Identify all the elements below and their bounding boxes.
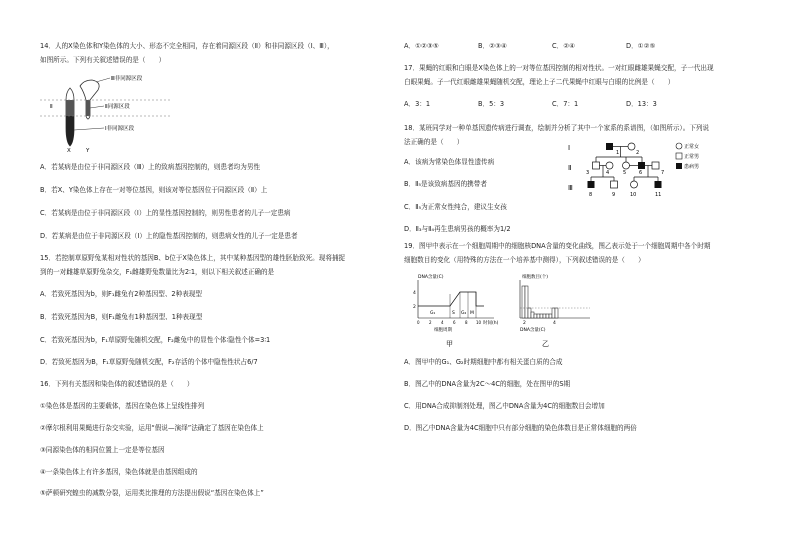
svg-text:8: 8 xyxy=(589,192,593,198)
q17-option-b: B．5：3 xyxy=(478,100,505,108)
legend-male: 正常男 xyxy=(684,154,700,160)
q14-stem: 14．人的X染色体和Y染色体的大小、形态不完全相同，存在着同源区段（Ⅱ）和非同源区段（Ⅰ、Ⅲ）， xyxy=(40,42,334,50)
q16-statement-5: ⑤萨顿研究蝗虫的减数分裂，运用类比推理的方法提出假说“基因在染色体上” xyxy=(40,489,264,497)
svg-text:1: 1 xyxy=(616,150,620,156)
label-y: Y xyxy=(86,148,90,154)
q14-stem-2: 如图所示。下列有关叙述错误的是（ ） xyxy=(40,56,166,64)
individual-i1 xyxy=(606,143,613,150)
svg-text:G₂: G₂ xyxy=(461,311,467,316)
q17-option-d: D．13：3 xyxy=(626,100,657,108)
label-iii: Ⅲ非同源区段 xyxy=(111,76,143,82)
q14-option-c: C．若某病是由位于非同源区段（Ⅰ）上的显性基因控制的，则男性患者的儿子一定患病 xyxy=(40,209,291,217)
svg-text:7: 7 xyxy=(661,170,665,176)
q16-option-a: A．①②③⑤ xyxy=(404,42,439,50)
q14-option-a: A．若某病是由位于非同源区段（Ⅲ）上的致病基因控制的，则患者均为男性 xyxy=(40,163,261,171)
legend-affected: 患病男 xyxy=(684,164,700,170)
label-ii-left: Ⅱ xyxy=(50,104,53,110)
fig-b-ylabel: 细胞数目(个) xyxy=(522,275,549,280)
svg-text:6: 6 xyxy=(453,320,456,325)
q19-stem-2: 细胞数目的变化（用特殊的方法在一个培养基中测得），下列叙述错误的是（ ） xyxy=(404,256,645,264)
q15-option-a: A．若致死基因为b，则F₁雌兔有2种基因型、2种表现型 xyxy=(40,290,202,298)
q17-stem: 17．果蝇的红眼和白眼是X染色体上的一对等位基因控制的相对性状。一对红眼雌雄果蝇交配，子一代出现 xyxy=(404,64,714,72)
fig-a-ylabel: DNA含量(C) xyxy=(418,275,444,280)
q16-statement-3: ③同源染色体的相同位置上一定是等位基因 xyxy=(40,446,165,454)
q15-option-b: B．若致死基因为B，则F₁雌兔有1种基因型、1种表现型 xyxy=(40,313,203,321)
individual-ii4 xyxy=(606,162,613,169)
svg-text:3: 3 xyxy=(586,170,590,176)
dna-content-figure xyxy=(404,270,514,350)
individual-ii5 xyxy=(623,162,630,169)
q16-statement-2: ②摩尔根利用果蝇进行杂交实验，运用“假说—演绎”法确定了基因在染色体上 xyxy=(40,424,264,432)
q18-option-a: A．该病为常染色体显性遗传病 xyxy=(404,158,495,166)
pedigree-chart xyxy=(566,140,706,204)
gen-iii-label: Ⅲ xyxy=(568,184,573,192)
y-chromosome xyxy=(80,80,99,119)
svg-text:6: 6 xyxy=(639,170,643,176)
q18-stem-2: 法正确的是（ ） xyxy=(404,138,464,146)
label-x: X xyxy=(67,148,71,154)
svg-text:4: 4 xyxy=(606,170,610,176)
q16-option-b: B．②③④ xyxy=(478,42,507,50)
svg-text:9: 9 xyxy=(612,192,616,198)
individual-i2 xyxy=(628,143,635,150)
q18-option-c: C．Ⅱ₅为正常女性纯合，建议生女孩 xyxy=(404,203,507,211)
gen-i-label: Ⅰ xyxy=(568,144,571,152)
svg-text:2: 2 xyxy=(413,305,416,310)
label-ii: Ⅱ同源区段 xyxy=(105,104,130,110)
q16-statement-4: ④一条染色体上有许多基因，染色体就是由基因组成的 xyxy=(40,468,198,476)
q16-statement-1: ①染色体是基因的主要载体，基因在染色体上呈线性排列 xyxy=(40,402,205,410)
svg-text:4: 4 xyxy=(413,291,416,296)
q14-option-b: B．若X、Y染色体上存在一对等位基因，则该对等位基因位于同源区段（Ⅱ）上 xyxy=(40,186,268,194)
q16-stem: 16．下列有关基因和染色体的叙述错误的是（ ） xyxy=(40,380,194,388)
chromosome-figure xyxy=(40,70,170,154)
svg-text:M: M xyxy=(470,311,474,316)
svg-text:S: S xyxy=(452,311,455,316)
q16-option-c: C．②④ xyxy=(552,42,576,50)
individual-ii6 xyxy=(638,162,645,169)
q15-stem-2: 到的一对雌雄草原野兔杂交，F₁雌雄野兔数量比为2∶1，则以下相关叙述正确的是 xyxy=(40,268,275,276)
q18-option-b: B．Ⅱ₅是该致病基因的携带者 xyxy=(404,180,487,188)
q14-option-d: D．若某病是由位于非同源区段（Ⅰ）上的隐性基因控制的，则患病女性的儿子一定是患者 xyxy=(40,232,298,240)
q19-option-d: D．图乙中DNA含量为4C细胞中只有部分细胞的染色体数目是正常体细胞的两倍 xyxy=(404,424,637,432)
q18-option-d: D．Ⅱ₃与Ⅱ₄再生患病男孩的概率为1/2 xyxy=(404,225,511,233)
q17-stem-2: 白眼果蝇。子一代红眼雌雄果蝇随机交配，理论上子二代果蝇中红眼与白眼的比例是（ ） xyxy=(404,78,675,86)
svg-text:4: 4 xyxy=(553,321,556,326)
fig-b-name: 乙 xyxy=(542,340,549,348)
svg-text:2: 2 xyxy=(429,320,432,325)
gen-ii-label: Ⅱ xyxy=(568,164,572,172)
svg-text:G₁: G₁ xyxy=(430,311,436,316)
q15-stem: 15．若控制草原野兔某相对性状的基因B、b位于X染色体上，其中某种基因型的雄性胚胎致死。现将捕捉 xyxy=(40,254,346,262)
individual-ii3 xyxy=(593,162,600,169)
q16-option-d: D．①②⑤ xyxy=(626,42,656,50)
legend-female: 正常女 xyxy=(684,144,700,150)
q17-option-c: C．7：1 xyxy=(552,100,579,108)
fig-b-xlabel: DNA含量(C) xyxy=(520,328,546,333)
label-i: Ⅰ非同源区段 xyxy=(105,126,135,132)
svg-text:0: 0 xyxy=(417,320,420,325)
individual-iii10 xyxy=(631,181,638,188)
x-chromosome xyxy=(66,88,74,146)
dna-curve xyxy=(418,292,484,306)
svg-text:4: 4 xyxy=(441,320,444,325)
svg-text:8: 8 xyxy=(465,320,468,325)
q15-option-d: D．若致死基因为B，F₁草原野兔随机交配，F₂存活的个体中隐性性状占6/7 xyxy=(40,358,258,366)
fig-a-xlabel: 时间(h) xyxy=(483,321,499,326)
fig-a-caption: 细胞周期 xyxy=(434,328,452,333)
individual-iii11 xyxy=(655,181,662,188)
individual-iii9 xyxy=(611,181,618,188)
svg-text:11: 11 xyxy=(655,192,662,198)
q18-stem: 18．某班同学对一种单基因遗传病进行调查，绘制并分析了其中一个家系的系谱图，（如图所示）。下列说 xyxy=(404,124,710,132)
svg-text:2: 2 xyxy=(636,150,640,156)
svg-text:5: 5 xyxy=(623,170,627,176)
q19-stem: 19．图甲中表示在一个细胞周期中的细胞核DNA含量的变化曲线，图乙表示处于一个细胞周期中各个时期 xyxy=(404,242,711,250)
q19-option-b: B．图乙中的DNA含量为2C～4C的细胞，处在图甲的S期 xyxy=(404,380,571,388)
svg-text:10: 10 xyxy=(630,192,637,198)
legend-male-symbol xyxy=(676,153,682,159)
q15-option-c: C．若致死基因为b，F₁草原野兔随机交配，F₂雌兔中的显性个体∶隐性个体=3∶1 xyxy=(40,336,271,344)
fig-a-name: 甲 xyxy=(446,340,453,348)
cell-count-figure xyxy=(508,270,598,350)
svg-text:2: 2 xyxy=(523,321,526,326)
legend-female-symbol xyxy=(676,143,682,149)
q19-option-a: A．图甲中的G₁、G₂时期细胞中都有相关蛋白质的合成 xyxy=(404,358,563,366)
svg-text:10: 10 xyxy=(476,320,482,325)
q19-option-c: C．用DNA合成抑制剂处理，图乙中DNA含量为4C的细胞数目会增加 xyxy=(404,402,605,410)
individual-ii7 xyxy=(652,162,659,169)
individual-iii8 xyxy=(588,181,595,188)
legend-affected-symbol xyxy=(676,163,682,169)
q17-option-a: A．3：1 xyxy=(404,100,431,108)
